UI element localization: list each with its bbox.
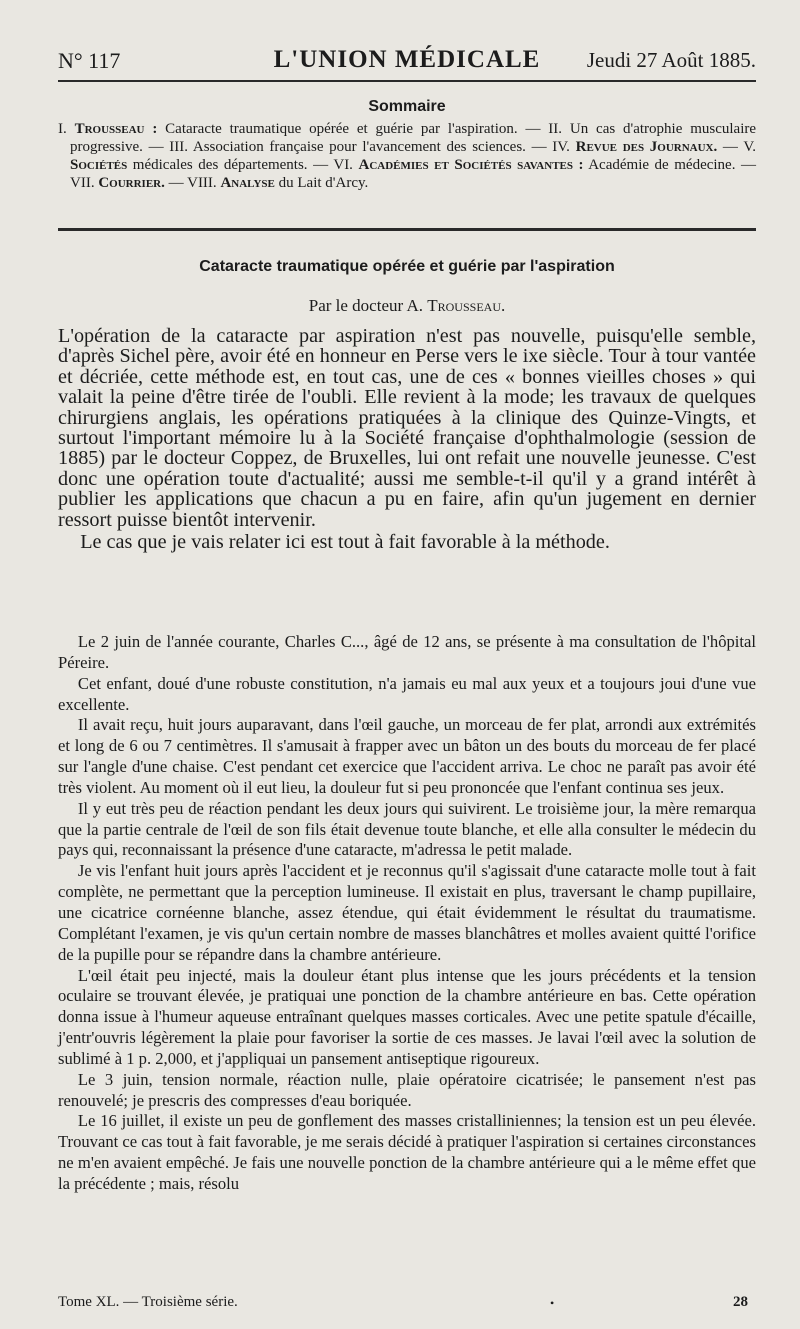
summary-text: du Lait d'Arcy.	[274, 175, 369, 191]
article-body	[58, 632, 756, 1195]
body-paragraph: Le 16 juillet, il existe un peu de gonflement des masses cristalliniennes; la tension est un peu élevée. Trouvant ce cas tout à fait favorable, je me serais décidé à pratiquer l'aspiration si certaines circonstances ne m'en avaient empêché. Je fais une nouvelle ponction de la chambre antérieure qui a le même effet que la précédente ; mais, résolu	[58, 1111, 756, 1193]
lede-paragraph: L'opération de la cataracte par aspiration n'est pas nouvelle, puisqu'elle semble, d'après Sichel père, avoir été en honneur en Perse vers le ixe siècle. Tour à tour vantée et décriée, cette méthode est, en tout cas, une de ces « bonnes vieilles choses » qui valait la peine d'être tirée de l'oubli. Elle revient à la mode; les travaux de quelques chirurgiens anglais, les opérations pratiquées à la clinique des Quinze-Vingts, et surtout l'important mémoire lu à la Société française d'ophthalmologie (session de 1885) par le docteur Coppez, de Bruxelles, lui ont refait une nouvelle jeunesse. C'est donc une opération toute d'actualité; aussi me semble-t-il qu'il y a grand intérêt à publier les applications que chacun a pu en faire, afin qu'un jugement en dernier ressort puisse bientôt intervenir.	[58, 325, 756, 531]
lede-paragraph: Le cas que je vais relater ici est tout à fait favorable à la méthode.	[80, 531, 610, 554]
body-paragraph: Il avait reçu, huit jours auparavant, dans l'œil gauche, un morceau de fer plat, arrondi aux extrémités et long de 6 ou 7 centimètres. Il s'amusait à frapper avec un bâton un des bouts du morceau de fer placé sur l'angle d'une chaise. C'est pendant cet exercice que l'accident arriva. Le choc ne paraît pas avoir été très violent. Au moment où il eut lieu, la douleur fut si peu prononcée que l'enfant continua ses jeux.	[58, 715, 756, 797]
summary	[58, 98, 756, 192]
body-paragraph: Je vis l'enfant huit jours après l'accident et je reconnus qu'il s'agissait d'une cataracte molle tout à fait complète, ne permettant que la perception lumineuse. Il existait en plus, traversant le champ pupillaire, une cicatrice cornéenne blanche, assez étendue, qui était évidemment le résultat du traumatisme. Complétant l'examen, je vis qu'un certain nombre de masses blanchâtres et molles avaient quitté l'orifice de la pupille pour se répandre dans la chambre antérieure.	[58, 861, 756, 964]
summary-text: médicales des départements. —	[127, 157, 334, 173]
summary-text: Académie de médecine. —	[583, 157, 756, 173]
body-paragraph: Le 2 juin de l'année courante, Charles C..., âgé de 12 ans, se présente à ma consultation de l'hôpital Péreire.	[58, 632, 756, 672]
summary-num: VIII.	[187, 175, 217, 191]
issue-number: N° 117	[58, 48, 121, 73]
body-paragraph: Le 3 juin, tension normale, réaction nulle, plaie opératoire cicatrisée; le pansement n'est pas renouvelé; je prescris des compresses d'eau boriquée.	[58, 1069, 756, 1110]
summary-num: II.	[548, 121, 563, 137]
page-number: 28	[733, 1294, 748, 1310]
byline-prefix: Par le docteur A.	[308, 296, 428, 315]
summary-rule	[58, 228, 756, 231]
summary-name: Courrier.	[98, 175, 165, 191]
summary-num: I.	[58, 121, 67, 137]
summary-body	[58, 120, 756, 192]
journal-title: L'UNION MÉDICALE	[273, 46, 541, 73]
summary-num: VII.	[70, 175, 95, 191]
summary-num: V.	[743, 139, 756, 155]
summary-name: Analyse	[220, 175, 275, 191]
byline	[58, 296, 756, 316]
summary-text: Cataracte traumatique opérée et guérie par l'aspiration. —	[157, 121, 549, 137]
summary-name: Sociétés	[70, 157, 128, 173]
article-title: Cataracte traumatique opérée et guérie par l'aspiration	[199, 258, 615, 275]
summary-name: Académies et Sociétés savantes :	[358, 157, 584, 173]
masthead	[58, 46, 756, 76]
summary-text: —	[717, 139, 744, 155]
summary-num: IV.	[552, 139, 570, 155]
summary-text: Association française pour l'avancement des sciences. —	[188, 139, 553, 155]
summary-num: VI.	[333, 157, 353, 173]
header-rule	[58, 80, 756, 82]
body-paragraph: Cet enfant, doué d'une robuste constitution, n'a jamais eu mal aux yeux et a toujours joui d'une vue excellente.	[58, 673, 756, 714]
volume-label: Tome XL. — Troisième série.	[58, 1294, 238, 1310]
lede	[58, 326, 756, 552]
summary-name: Trousseau :	[74, 121, 158, 137]
body-paragraph: Il y eut très peu de réaction pendant les deux jours qui suivirent. Le troisième jour, la mère remarqua que la partie centrale de l'œil de son fils était devenue toute blanche, et elle alla consulter le médecin du pays qui, reconnaissant la présence d'une cataracte, m'adressa le petit malade.	[58, 798, 756, 860]
byline-author: Trousseau.	[427, 296, 506, 315]
summary-num: III.	[169, 139, 189, 155]
issue-date: Jeudi 27 Août 1885.	[586, 48, 756, 72]
summary-text: Un cas d'atrophie musculaire progressive. —	[70, 121, 757, 155]
footer-mark: •	[550, 1296, 555, 1310]
body-paragraph: L'œil était peu injecté, mais la douleur étant plus intense que les jours précédents et la tension oculaire se trouvant élevée, je pratiquai une ponction de la chambre antérieure en bas. Cette opération donna issue à l'humeur aqueuse entraînant quelques masses corticales. Avec une petite spatule d'écaille, j'entr'ouvris légèrement la plaie pour favoriser la sortie de ces masses. Je lavai l'œil avec la solution de sublimé à 1 p. 2,000, et j'appliquai un pansement antiseptique rigoureux.	[58, 965, 756, 1068]
summary-text: —	[164, 175, 188, 191]
summary-heading: Sommaire	[368, 98, 446, 115]
summary-name: Revue des Journaux.	[575, 139, 718, 155]
